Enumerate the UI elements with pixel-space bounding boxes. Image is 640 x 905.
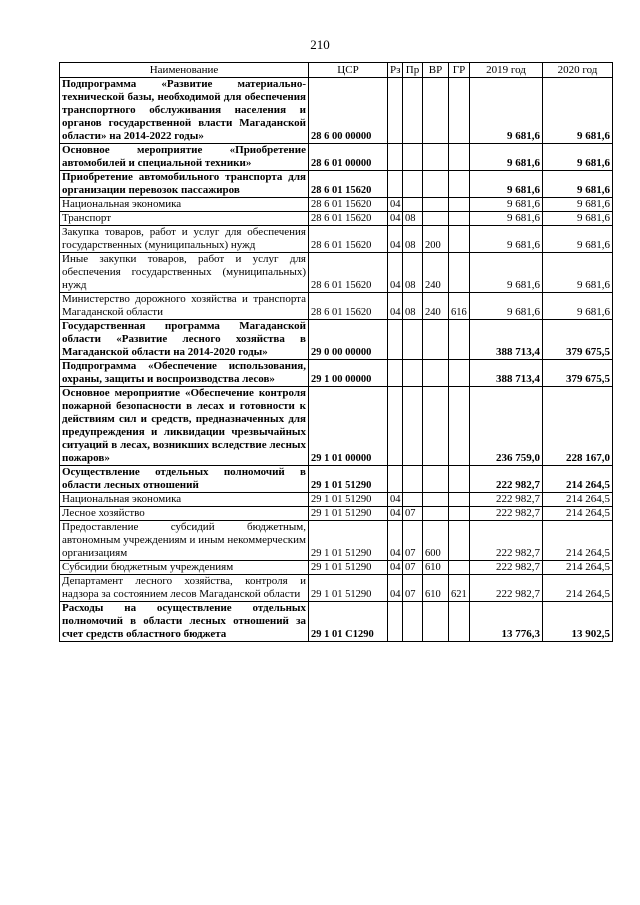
cell-y2019: 236 759,0 [470,387,543,466]
cell-vr [423,360,449,387]
cell-y2020: 214 264,5 [543,521,613,561]
cell-y2020: 214 264,5 [543,575,613,602]
cell-csr: 29 1 01 51290 [309,507,388,521]
cell-y2020: 379 675,5 [543,320,613,360]
cell-name: Приобретение автомобильного транспорта для организации перевозок пассажиров [60,171,309,198]
table-row [60,521,613,561]
table-row [60,253,613,293]
cell-name: Транспорт [60,212,309,226]
cell-csr: 28 6 01 15620 [309,171,388,198]
cell-csr: 29 1 01 51290 [309,521,388,561]
cell-y2019: 222 982,7 [470,507,543,521]
cell-pr: 08 [403,253,423,293]
cell-gr [449,387,470,466]
cell-gr [449,466,470,493]
cell-y2020: 214 264,5 [543,466,613,493]
cell-y2020: 9 681,6 [543,144,613,171]
cell-vr [423,78,449,144]
cell-name: Закупка товаров, работ и услуг для обеспечения государственных (муниципальных) нужд [60,226,309,253]
cell-y2019: 9 681,6 [470,198,543,212]
cell-gr [449,521,470,561]
cell-gr [449,198,470,212]
cell-pr: 07 [403,575,423,602]
cell-pr [403,387,423,466]
cell-name: Расходы на осуществление отдельных полномочий в области лесных отношений за счет средств областного бюджета [60,602,309,642]
cell-gr [449,212,470,226]
cell-vr [423,507,449,521]
cell-y2019: 222 982,7 [470,521,543,561]
cell-vr: 610 [423,561,449,575]
cell-gr [449,171,470,198]
cell-rz: 04 [388,293,403,320]
cell-y2019: 388 713,4 [470,320,543,360]
cell-csr: 29 1 01 51290 [309,493,388,507]
cell-csr: 28 6 01 15620 [309,253,388,293]
cell-csr: 28 6 01 15620 [309,212,388,226]
cell-rz: 04 [388,198,403,212]
cell-pr: 07 [403,561,423,575]
cell-y2020: 9 681,6 [543,253,613,293]
cell-gr [449,493,470,507]
cell-name: Подпрограмма «Развитие материально-технической базы, необходимой для обеспечения транспортного обслуживания населения и органов государственной власти Магаданской области» на 2014-2022 годы» [60,78,309,144]
cell-name: Национальная экономика [60,493,309,507]
cell-gr: 616 [449,293,470,320]
cell-vr [423,144,449,171]
cell-pr: 07 [403,507,423,521]
cell-y2019: 222 982,7 [470,493,543,507]
header-row [60,63,613,78]
cell-y2019: 9 681,6 [470,171,543,198]
cell-gr: 621 [449,575,470,602]
cell-rz [388,144,403,171]
cell-name: Иные закупки товаров, работ и услуг для обеспечения государственных (муниципальных) нужд [60,253,309,293]
cell-pr [403,493,423,507]
table-body [60,78,613,642]
cell-y2020: 9 681,6 [543,171,613,198]
table-row [60,602,613,642]
table-row [60,171,613,198]
cell-y2019: 222 982,7 [470,466,543,493]
cell-vr: 240 [423,293,449,320]
cell-vr: 200 [423,226,449,253]
cell-csr: 28 6 01 15620 [309,293,388,320]
cell-csr: 29 1 01 51290 [309,575,388,602]
cell-vr [423,493,449,507]
cell-y2019: 388 713,4 [470,360,543,387]
cell-y2019: 9 681,6 [470,212,543,226]
cell-pr [403,171,423,198]
cell-gr [449,320,470,360]
cell-pr [403,466,423,493]
cell-vr: 610 [423,575,449,602]
cell-name: Субсидии бюджетным учреждениям [60,561,309,575]
cell-name: Основное мероприятие «Обеспечение контроля пожарной безопасности в лесах и готовности к действиям сил и средств, предназначенных для предупреждения и ликвидации чрезвычайных ситуаций в лесах, возникших вследствие лесных пожаров» [60,387,309,466]
header-csr: ЦСР [309,63,388,78]
table-row [60,320,613,360]
cell-y2020: 9 681,6 [543,78,613,144]
cell-rz [388,78,403,144]
cell-y2020: 13 902,5 [543,602,613,642]
header-vr: ВР [423,63,449,78]
cell-rz: 04 [388,226,403,253]
cell-name: Национальная экономика [60,198,309,212]
table-row [60,226,613,253]
cell-vr [423,212,449,226]
cell-y2020: 9 681,6 [543,226,613,253]
cell-rz [388,602,403,642]
cell-rz: 04 [388,507,403,521]
cell-rz [388,171,403,198]
cell-csr: 28 6 01 15620 [309,198,388,212]
table-row [60,466,613,493]
cell-y2020: 214 264,5 [543,507,613,521]
cell-y2019: 9 681,6 [470,144,543,171]
cell-rz: 04 [388,212,403,226]
cell-rz: 04 [388,561,403,575]
table-row [60,387,613,466]
cell-y2019: 222 982,7 [470,561,543,575]
table-row [60,575,613,602]
cell-csr: 28 6 01 00000 [309,144,388,171]
cell-rz [388,360,403,387]
cell-pr: 07 [403,521,423,561]
cell-y2019: 13 776,3 [470,602,543,642]
cell-pr [403,78,423,144]
cell-gr [449,360,470,387]
cell-name: Департамент лесного хозяйства, контроля и надзора за состоянием лесов Магаданской области [60,575,309,602]
header-name: Наименование [60,63,309,78]
cell-rz: 04 [388,493,403,507]
cell-gr [449,253,470,293]
cell-vr: 240 [423,253,449,293]
cell-pr: 08 [403,293,423,320]
cell-name: Подпрограмма «Обеспечение использования, охраны, защиты и воспроизводства лесов» [60,360,309,387]
cell-y2020: 379 675,5 [543,360,613,387]
cell-csr: 29 1 01 С1290 [309,602,388,642]
cell-name: Предоставление субсидий бюджетным, автономным учреждениям и иным некоммерческим организациям [60,521,309,561]
cell-y2019: 222 982,7 [470,575,543,602]
cell-csr: 29 1 01 00000 [309,387,388,466]
cell-vr [423,602,449,642]
table-row [60,78,613,144]
cell-vr [423,387,449,466]
cell-rz: 04 [388,575,403,602]
cell-pr [403,198,423,212]
cell-pr: 08 [403,212,423,226]
header-rz: Рз [388,63,403,78]
cell-name: Министерство дорожного хозяйства и транспорта Магаданской области [60,293,309,320]
cell-pr [403,360,423,387]
table-row [60,493,613,507]
cell-name: Основное мероприятие «Приобретение автомобилей и специальной техники» [60,144,309,171]
cell-gr [449,561,470,575]
cell-csr: 28 6 01 15620 [309,226,388,253]
cell-y2020: 228 167,0 [543,387,613,466]
cell-pr [403,144,423,171]
table-row [60,212,613,226]
cell-y2020: 214 264,5 [543,561,613,575]
budget-table [59,62,613,642]
cell-vr [423,320,449,360]
cell-y2020: 214 264,5 [543,493,613,507]
cell-gr [449,226,470,253]
table-row [60,293,613,320]
header-2019: 2019 год [470,63,543,78]
cell-y2020: 9 681,6 [543,212,613,226]
cell-y2019: 9 681,6 [470,226,543,253]
cell-csr: 29 1 00 00000 [309,360,388,387]
cell-vr [423,198,449,212]
cell-y2019: 9 681,6 [470,78,543,144]
cell-csr: 29 1 01 51290 [309,561,388,575]
cell-csr: 29 1 01 51290 [309,466,388,493]
cell-gr [449,144,470,171]
table-row [60,144,613,171]
page-number: 210 [310,37,330,52]
cell-y2019: 9 681,6 [470,293,543,320]
cell-rz: 04 [388,521,403,561]
cell-csr: 28 6 00 00000 [309,78,388,144]
cell-rz: 04 [388,253,403,293]
cell-rz [388,320,403,360]
cell-pr: 08 [403,226,423,253]
cell-y2019: 9 681,6 [470,253,543,293]
table-row [60,507,613,521]
cell-y2020: 9 681,6 [543,198,613,212]
cell-pr [403,320,423,360]
cell-gr [449,507,470,521]
cell-name: Лесное хозяйство [60,507,309,521]
cell-pr [403,602,423,642]
header-gr: ГР [449,63,470,78]
cell-rz [388,387,403,466]
table-row [60,360,613,387]
cell-vr: 600 [423,521,449,561]
table-row [60,198,613,212]
cell-gr [449,602,470,642]
cell-vr [423,171,449,198]
header-2020: 2020 год [543,63,613,78]
cell-name: Государственная программа Магаданской области «Развитие лесного хозяйства в Магаданской области на 2014-2020 годы» [60,320,309,360]
cell-gr [449,78,470,144]
cell-name: Осуществление отдельных полномочий в области лесных отношений [60,466,309,493]
cell-y2020: 9 681,6 [543,293,613,320]
cell-vr [423,466,449,493]
header-pr: Пр [403,63,423,78]
cell-csr: 29 0 00 00000 [309,320,388,360]
table-row [60,561,613,575]
cell-rz [388,466,403,493]
